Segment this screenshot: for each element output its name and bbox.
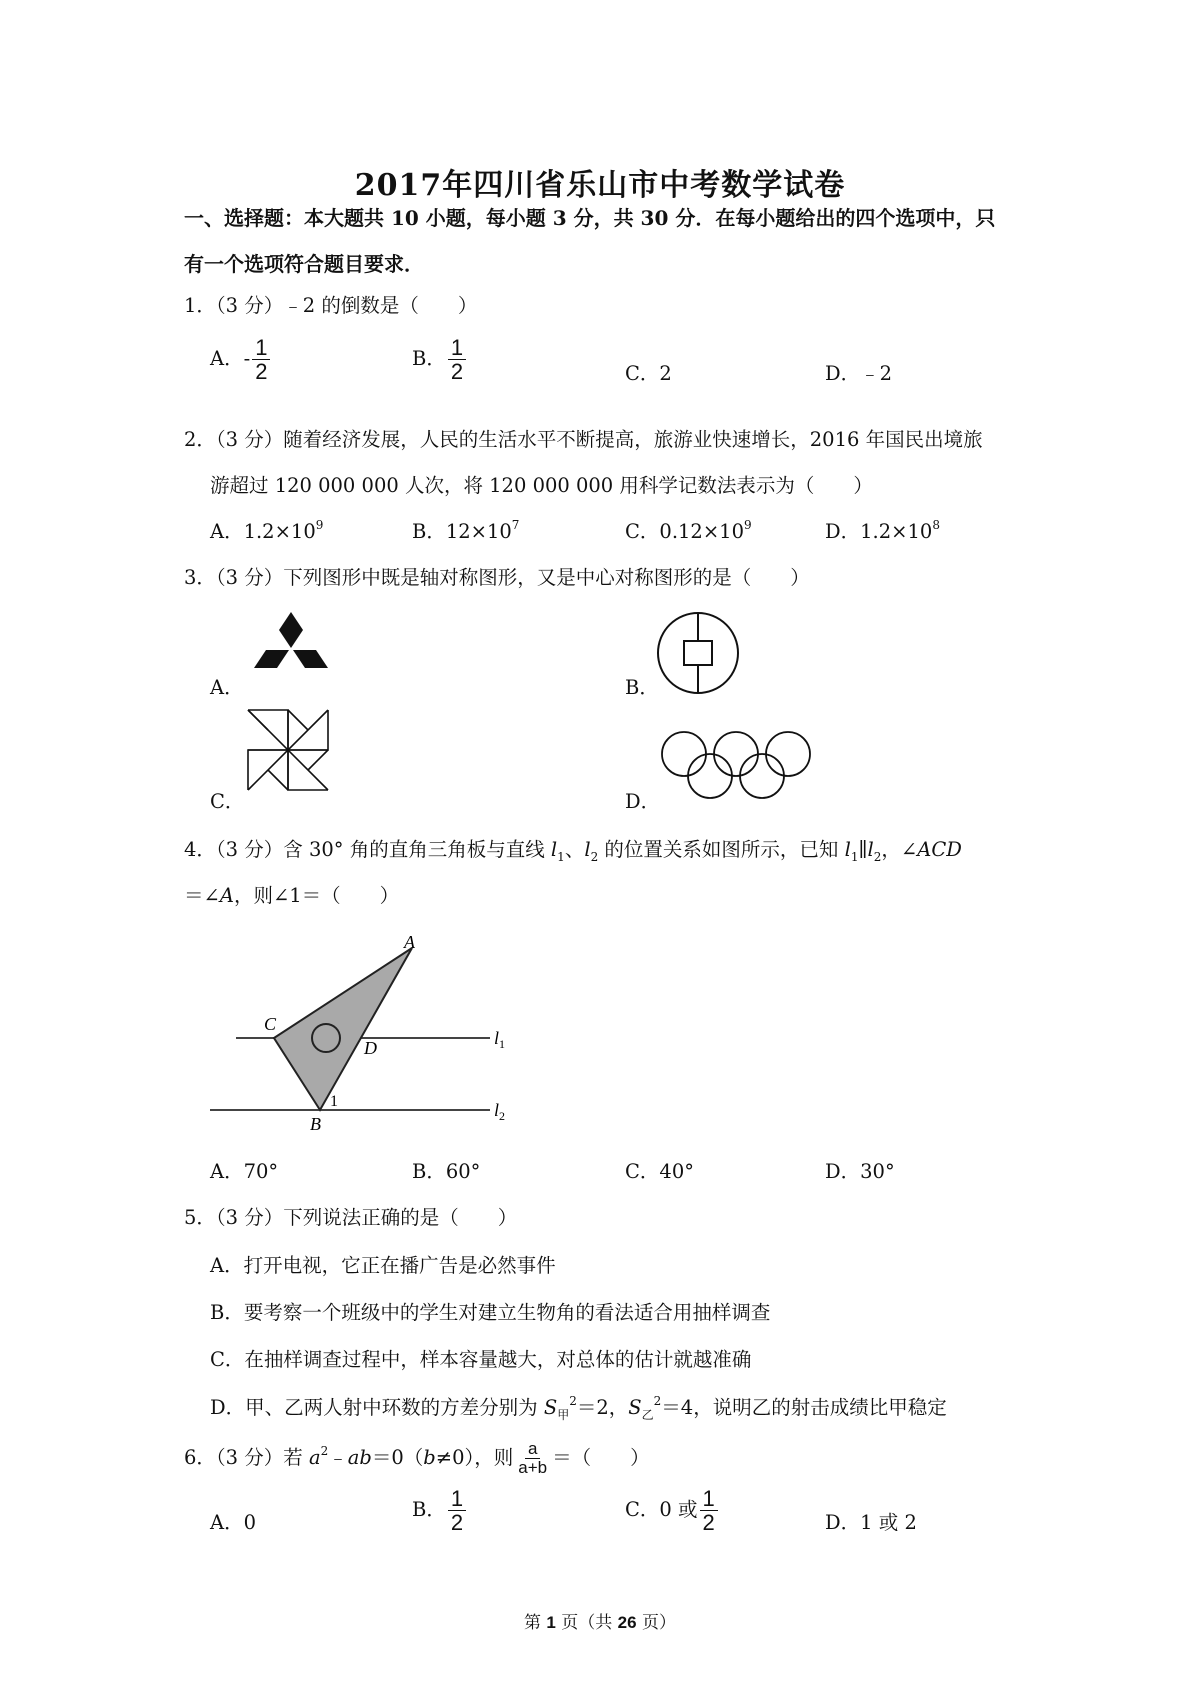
q1-b-fraction (448, 336, 466, 383)
q2-stem-line2: 游超过 120 000 000 人次，将 120 000 000 用科学记数法表示为（ ） (210, 474, 873, 497)
q1-a-num: 1 (252, 336, 270, 360)
q4-option-b: B．60° (412, 1160, 481, 1183)
q4-sub-1: 1 (557, 849, 565, 864)
q3-option-d-label: D． (625, 790, 661, 813)
q4-var-l2: l (584, 838, 591, 861)
q6-c-fraction (700, 1487, 718, 1534)
q2-stem-line1: 2．（3 分）随着经济发展，人民的生活水平不断提高，旅游业快速增长，2016 年国民出境旅 (184, 428, 983, 451)
q1-stem: 1．（3 分）﹣2 的倒数是（ ） (184, 294, 478, 317)
ring-5 (740, 754, 784, 798)
q1-option-a (210, 336, 272, 383)
q5-d-text-3: ＝4，说明乙的射击成绩比甲稳定 (661, 1396, 947, 1419)
q2-d-exp: 8 (932, 518, 940, 532)
inner-square (684, 641, 712, 665)
q6-b-label: B． (412, 1498, 446, 1522)
angle-1-label: 1 (330, 1093, 338, 1110)
q3-figure-c-pinwheel (246, 708, 330, 792)
q5-stem: 5．（3 分）下列说法正确的是（ ） (184, 1206, 518, 1229)
q6-b-num: 1 (448, 1487, 466, 1511)
q6-c-den: 2 (702, 1510, 715, 1536)
q6-stem (184, 1440, 650, 1477)
footer-mid: 页（共 (555, 1613, 618, 1633)
q3-figure-a-three-diamonds (246, 610, 336, 686)
q6-b-fraction (448, 1487, 466, 1534)
footer-page-number: 1 (546, 1613, 556, 1632)
q2-option-a (210, 516, 323, 544)
q1-option-c: C．2 (625, 362, 672, 385)
q1-a-sign: - (243, 347, 251, 371)
q4-sub-2: 2 (590, 849, 599, 864)
q1-option-b (412, 336, 468, 383)
q6-text-3: ＝0（ (371, 1445, 424, 1469)
q1-b-num: 1 (448, 336, 466, 360)
q4-option-d: D．30° (825, 1160, 895, 1183)
q4-angle-a: A (219, 884, 234, 907)
l2-subscript: 2 (499, 1109, 506, 1123)
ring-2 (714, 732, 758, 776)
q6-sq: 2 (320, 1443, 329, 1458)
ring-3 (766, 732, 810, 776)
q2-a-text: A．1.2×10 (210, 520, 316, 543)
q4-text-eq: ＝∠ (184, 884, 220, 907)
ring-4 (688, 754, 732, 798)
q6-frac-den: a+b (518, 1457, 548, 1477)
q3-option-a-label: A． (210, 676, 244, 699)
q6-text-5: ＝（ ） (552, 1445, 650, 1469)
q1-a-label: A． (210, 347, 244, 371)
q2-c-text: C．0.12×10 (625, 520, 744, 543)
l2-label (494, 1100, 505, 1123)
q6-option-a: A．0 (210, 1511, 256, 1534)
l1-letter: l (494, 1028, 500, 1048)
q6-option-d: D．1 或 2 (825, 1511, 917, 1534)
q4-var-l2b: l (867, 838, 874, 861)
q4-sub-1b: 1 (850, 849, 859, 864)
q2-a-exp: 9 (315, 518, 324, 532)
q5-d-sub-yi: 乙 (641, 1407, 654, 1422)
q1-b-den: 2 (450, 359, 464, 385)
q5-d-text-2: ＝2， (576, 1396, 629, 1419)
q4-figure-triangle-lines (200, 930, 530, 1136)
q2-option-c (625, 516, 752, 544)
right-triangle (274, 948, 412, 1110)
q5-d-s-jia: S (543, 1396, 558, 1419)
q1-a-fraction (252, 336, 270, 383)
l2-letter: l (494, 1100, 500, 1120)
q3-figure-b-circle-square (655, 610, 741, 696)
q4-parallel: ∥ (858, 838, 868, 861)
q5-option-b: B．要考察一个班级中的学生对建立生物角的看法适合用抽样调查 (210, 1301, 771, 1324)
q4-text-e: ，∠ (881, 838, 918, 861)
q4-sub-2b: 2 (873, 849, 882, 864)
q1-option-d: D．﹣2 (825, 362, 893, 385)
q3-option-c-label: C． (210, 790, 245, 813)
q4-stem-line2 (184, 880, 399, 908)
q2-b-text: B．12×10 (412, 520, 512, 543)
page-footer (0, 1608, 1200, 1633)
q6-frac-num: a (525, 1440, 540, 1459)
q2-b-exp: 7 (511, 518, 520, 532)
q6-minus: ﹣ (328, 1445, 348, 1469)
point-d-label: D (364, 1038, 377, 1058)
q4-text-b: 、 (564, 838, 585, 861)
q4-text-a: 4．（3 分）含 30° 角的直角三角板与直线 (184, 838, 551, 861)
q4-stem-line1 (184, 834, 962, 862)
q4-var-l1: l (550, 838, 558, 861)
q6-c-label: C．0 或 (625, 1498, 698, 1522)
q6-c-num: 1 (700, 1487, 718, 1511)
q6-var-ab: ab (347, 1445, 372, 1469)
q4-option-a: A．70° (210, 1160, 279, 1183)
q2-option-d (825, 516, 940, 544)
q2-d-text: D．1.2×10 (825, 520, 933, 543)
q1-b-label: B． (412, 347, 446, 371)
q6-var-a: a (308, 1445, 321, 1469)
q4-var-l1b: l (844, 838, 851, 861)
q5-d-sq-1: 2 (569, 1394, 577, 1408)
q6-text-1: 6．（3 分）若 (184, 1445, 309, 1469)
q5-d-sub-jia: 甲 (557, 1407, 570, 1422)
q5-option-a: A．打开电视，它正在播广告是必然事件 (210, 1254, 556, 1277)
q6-option-c (625, 1487, 720, 1534)
q4-angle-acd: ACD (917, 838, 962, 861)
q4-text-ask: ，则∠1＝（ ） (233, 884, 400, 907)
ring-1 (662, 732, 706, 776)
q5-option-c: C．在抽样调查过程中，样本容量越大，对总体的估计就越准确 (210, 1348, 752, 1371)
q4-text-c: 的位置关系如图所示，已知 (598, 838, 845, 861)
point-b-label: B (310, 1114, 321, 1134)
q3-option-b-label: B． (625, 676, 659, 699)
diamond-right (293, 650, 328, 668)
q6-option-b (412, 1487, 468, 1534)
q2-c-exp: 9 (744, 518, 752, 532)
q6-var-b: b (423, 1445, 436, 1469)
footer-pre: 第 (523, 1613, 547, 1633)
q6-text-4: ≠0），则 (435, 1445, 514, 1469)
diamond-left (254, 650, 289, 668)
q1-a-den: 2 (255, 359, 268, 385)
q6-fraction (515, 1440, 550, 1477)
footer-post: 页） (636, 1613, 676, 1633)
point-c-label: C (264, 1014, 277, 1034)
q6-b-den: 2 (450, 1510, 464, 1536)
q3-figure-d-five-rings (660, 728, 814, 802)
q5-option-d (210, 1392, 947, 1420)
q5-d-s-yi: S (628, 1396, 642, 1419)
q3-stem: 3．（3 分）下列图形中既是轴对称图形，又是中心对称图形的是（ ） (184, 566, 810, 589)
q5-d-sq-2: 2 (653, 1394, 662, 1408)
footer-total-pages: 26 (617, 1613, 637, 1632)
q5-d-text-1: D．甲、乙两人射中环数的方差分别为 (210, 1396, 544, 1419)
l1-label (494, 1028, 505, 1051)
l1-subscript: 1 (499, 1037, 506, 1051)
diamond-top (279, 612, 303, 648)
q2-option-b (412, 516, 519, 544)
q4-option-c: C．40° (625, 1160, 694, 1183)
exam-title: 2017年四川省乐山市中考数学试卷 (354, 168, 846, 203)
section-header-line1: 一、选择题：本大题共 10 小题，每小题 3 分，共 30 分．在每小题给出的四个选项中，只 (184, 206, 996, 230)
point-a-label: A (404, 932, 415, 952)
section-header-line2: 有一个选项符合题目要求． (184, 252, 424, 276)
